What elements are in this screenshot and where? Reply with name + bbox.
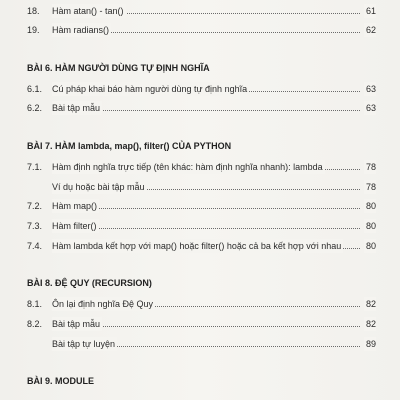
entry-number: 6.1. — [27, 84, 43, 94]
entry-number: 18. — [27, 6, 40, 16]
toc-entry[interactable] — [0, 180, 400, 194]
entry-title: Hàm radians() — [52, 25, 110, 35]
entry-title: Hàm map() — [52, 201, 98, 211]
entry-title: Bài tập tự luyện — [52, 339, 116, 349]
entry-number: 7.4. — [27, 241, 43, 251]
toc-entry[interactable] — [0, 219, 400, 233]
toc-entry[interactable] — [0, 4, 400, 18]
section-heading: BÀI 6. HÀM NGƯỜI DÙNG TỰ ĐỊNH NGHĨA — [27, 63, 210, 73]
entry-title: Hàm filter() — [52, 221, 97, 231]
entry-page-number: 63 — [365, 103, 376, 113]
toc-entry[interactable] — [0, 239, 400, 253]
toc-entry[interactable] — [0, 160, 400, 174]
section-heading: BÀI 9. MODULE — [27, 376, 95, 386]
toc-entry[interactable] — [0, 317, 400, 331]
entry-page-number: 82 — [365, 299, 376, 309]
entry-page-number: 78 — [365, 182, 376, 192]
entry-title: Hàm định nghĩa trực tiếp (tên khác: hàm định nghĩa nhanh): lambda — [52, 162, 323, 172]
entry-page-number: 80 — [365, 221, 376, 231]
entry-number: 7.2. — [27, 201, 43, 211]
entry-title: Cú pháp khai báo hàm người dùng tự định nghĩa — [52, 84, 248, 94]
toc-entry[interactable] — [0, 199, 400, 213]
entry-number: 7.3. — [27, 221, 43, 231]
entry-number: 8.1. — [27, 299, 43, 309]
entry-number: 7.1. — [27, 162, 43, 172]
entry-title: Hàm lambda kết hợp với map() hoặc filter() hoặc cả ba kết hợp với nhau — [52, 241, 342, 251]
toc-entry[interactable] — [0, 82, 400, 96]
entry-number: 8.2. — [27, 319, 43, 329]
entry-page-number: 78 — [365, 162, 376, 172]
entry-page-number: 80 — [365, 241, 376, 251]
entry-title: Ví dụ hoặc bài tập mẫu — [52, 182, 145, 192]
entry-page-number: 89 — [365, 339, 376, 349]
entry-title: Hàm atan() - tan() — [52, 6, 124, 16]
entry-page-number: 61 — [365, 6, 376, 16]
toc-entry[interactable] — [0, 101, 400, 115]
toc-entry[interactable] — [0, 297, 400, 311]
toc-entry[interactable] — [0, 337, 400, 351]
entry-page-number: 62 — [365, 25, 376, 35]
entry-number: 19. — [27, 25, 40, 35]
entry-page-number: 63 — [365, 84, 376, 94]
entry-title: Bài tập mẫu — [52, 319, 101, 329]
section-heading: BÀI 7. HÀM lambda, map(), filter() CỦA PYTHON — [27, 141, 232, 151]
entry-page-number: 80 — [365, 201, 376, 211]
section-heading: BÀI 8. ĐỆ QUY (RECURSION) — [27, 278, 152, 288]
entry-number: 6.2. — [27, 103, 43, 113]
entry-title: Bài tập mẫu — [52, 103, 101, 113]
entry-title: Ôn lại định nghĩa Đệ Quy — [52, 299, 154, 309]
toc-entry[interactable] — [0, 23, 400, 37]
entry-page-number: 82 — [365, 319, 376, 329]
